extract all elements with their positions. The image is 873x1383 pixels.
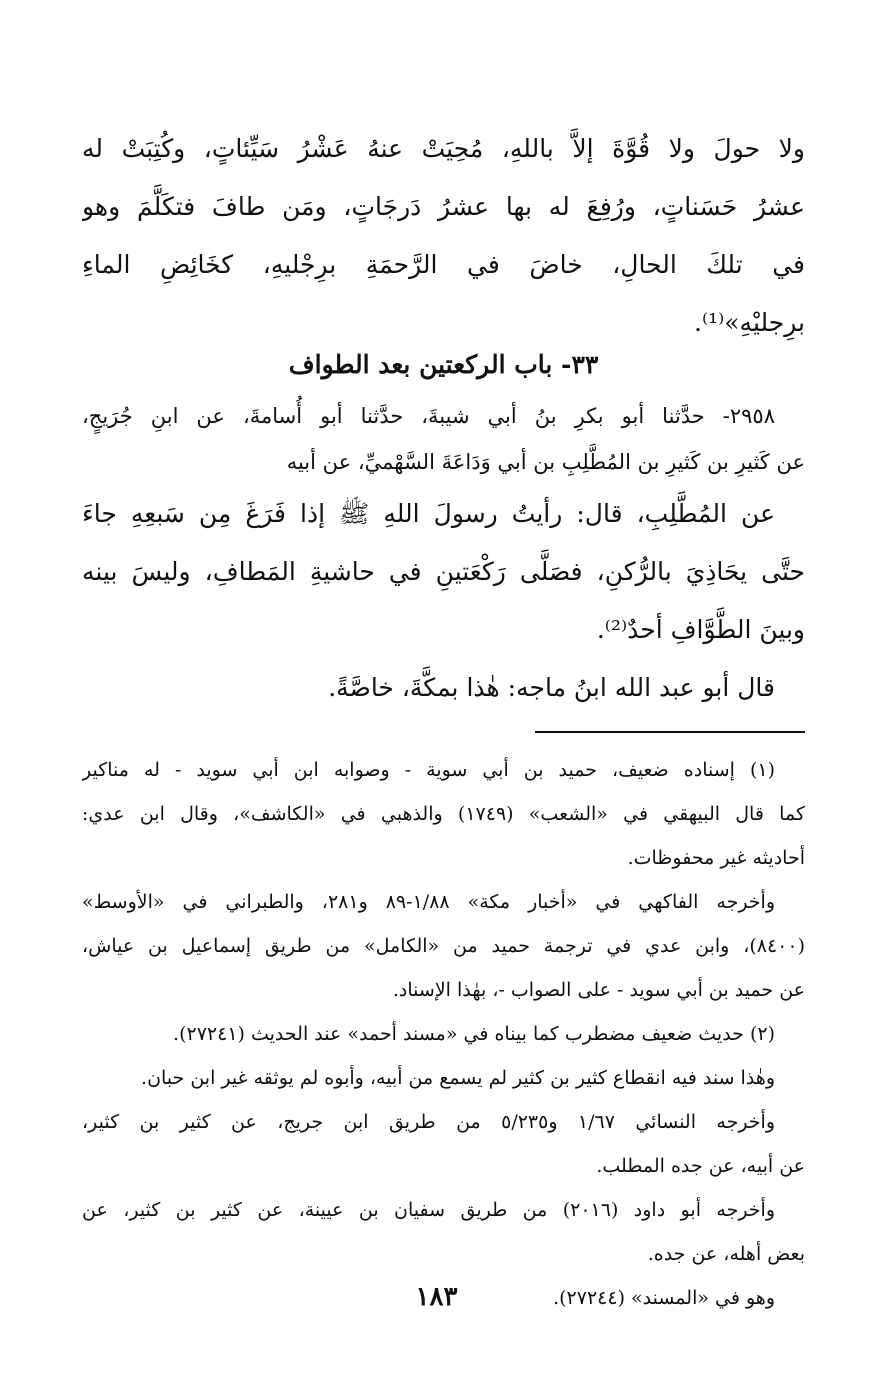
hadith-matn-line: عن المُطَّلِبِ، قال: رأيتُ رسولَ اللهِ ﷺ إذا فَرَغَ مِن سَبعِهِ جاءَ: [82, 499, 775, 528]
main-text-line: ولا حولَ ولا قُوَّةَ إلاَّ باللهِ، مُحِيَتْ عنهُ عَشْرُ سَيِّئاتٍ، وكُتِبَتْ له: [82, 134, 805, 163]
footnote-divider: [535, 731, 805, 733]
footnote-line: وهو في «المسند» (٢٧٢٤٤).: [553, 1287, 775, 1309]
footnote-line: وهٰذا سند فيه انقطاع كثير بن كثير لم يسمع من أبيه، وأبوه لم يوثقه غير ابن حبان.: [141, 1067, 775, 1089]
footnote-line: عن حميد بن أبي سويد - على الصواب -، بهٰذا الإسناد.: [392, 979, 805, 1001]
footnote-line: كما قال البيهقي في «الشعب» (١٧٤٩) والذهبي في «الكاشف»، وقال ابن عدي:: [82, 803, 805, 825]
main-text-line: عشرُ حَسَناتٍ، ورُفِعَ له بها عشرُ دَرجَاتٍ، ومَن طافَ فتكَلَّمَ وهو: [82, 192, 805, 221]
hadith-block: [82, 393, 805, 717]
main-text-line: برِجليْهِ»⁽¹⁾.: [694, 308, 805, 337]
footnote-line: (١) إسناده ضعيف، حميد بن أبي سوية - وصوابه ابن أبي سويد - له مناكير: [82, 759, 775, 781]
footnotes-block: [82, 748, 805, 1320]
hadith-isnad-line: عن كَثيرِ بن كَثيرِ بن المُطَّلِبِ بن أبي وَدَاعَةَ السَّهْميِّ، عن أبيه: [286, 450, 805, 474]
footnote-line: عن أبيه، عن جده المطلب.: [596, 1155, 805, 1177]
main-text-block: [82, 120, 805, 352]
chapter-heading: ٣٣- باب الركعتين بعد الطواف: [288, 350, 599, 379]
page-number: ١٨٣: [415, 1282, 458, 1312]
hadith-matn-line: وبينَ الطَّوَّافِ أحدٌ⁽²⁾.: [596, 615, 805, 644]
footnote-line: (٢) حديث ضعيف مضطرب كما بيناه في «مسند أحمد» عند الحديث (٢٧٢٤١).: [173, 1023, 775, 1045]
footnote-line: وأخرجه الفاكهي في «أخبار مكة» ١/٨٨-٨٩ و٢٨١، والطبراني في «الأوسط»: [82, 891, 776, 913]
footnote-line: بعض أهله، عن جده.: [647, 1243, 805, 1265]
footnote-line: وأخرجه النسائي ١/٦٧ و٥/٢٣٥ من طريق ابن جريج، عن كثير بن كثير،: [82, 1111, 776, 1133]
footnote-line: وأخرجه أبو داود (٢٠١٦) من طريق سفيان بن عيينة، عن كثير بن كثير، عن: [82, 1199, 776, 1221]
closing-remark: قال أبو عبد الله ابنُ ماجه: هٰذا بمكَّةَ، خاصَّةً.: [328, 673, 775, 702]
footnote-line: أحاديثه غير محفوظات.: [627, 847, 805, 869]
hadith-isnad-line: ٢٩٥٨- حدَّثنا أبو بكرِ بنُ أبي شيبةَ، حدَّثنا أبو أُسامةَ، عن ابنِ جُرَيجٍ،: [82, 404, 775, 428]
hadith-matn-line: حتَّى يحَاذِيَ بالرُّكنِ، فصَلَّى رَكْعَتينِ في حاشيةِ المَطافِ، وليسَ بينه: [82, 557, 805, 586]
main-text-line: في تلكَ الحالِ، خاضَ في الرَّحمَةِ برِجْليهِ، كخَائِضِ الماءِ: [82, 250, 805, 279]
footnote-line: (٨٤٠٠)، وابن عدي في ترجمة حميد من «الكامل» من طريق إسماعيل بن عياش،: [82, 935, 805, 957]
